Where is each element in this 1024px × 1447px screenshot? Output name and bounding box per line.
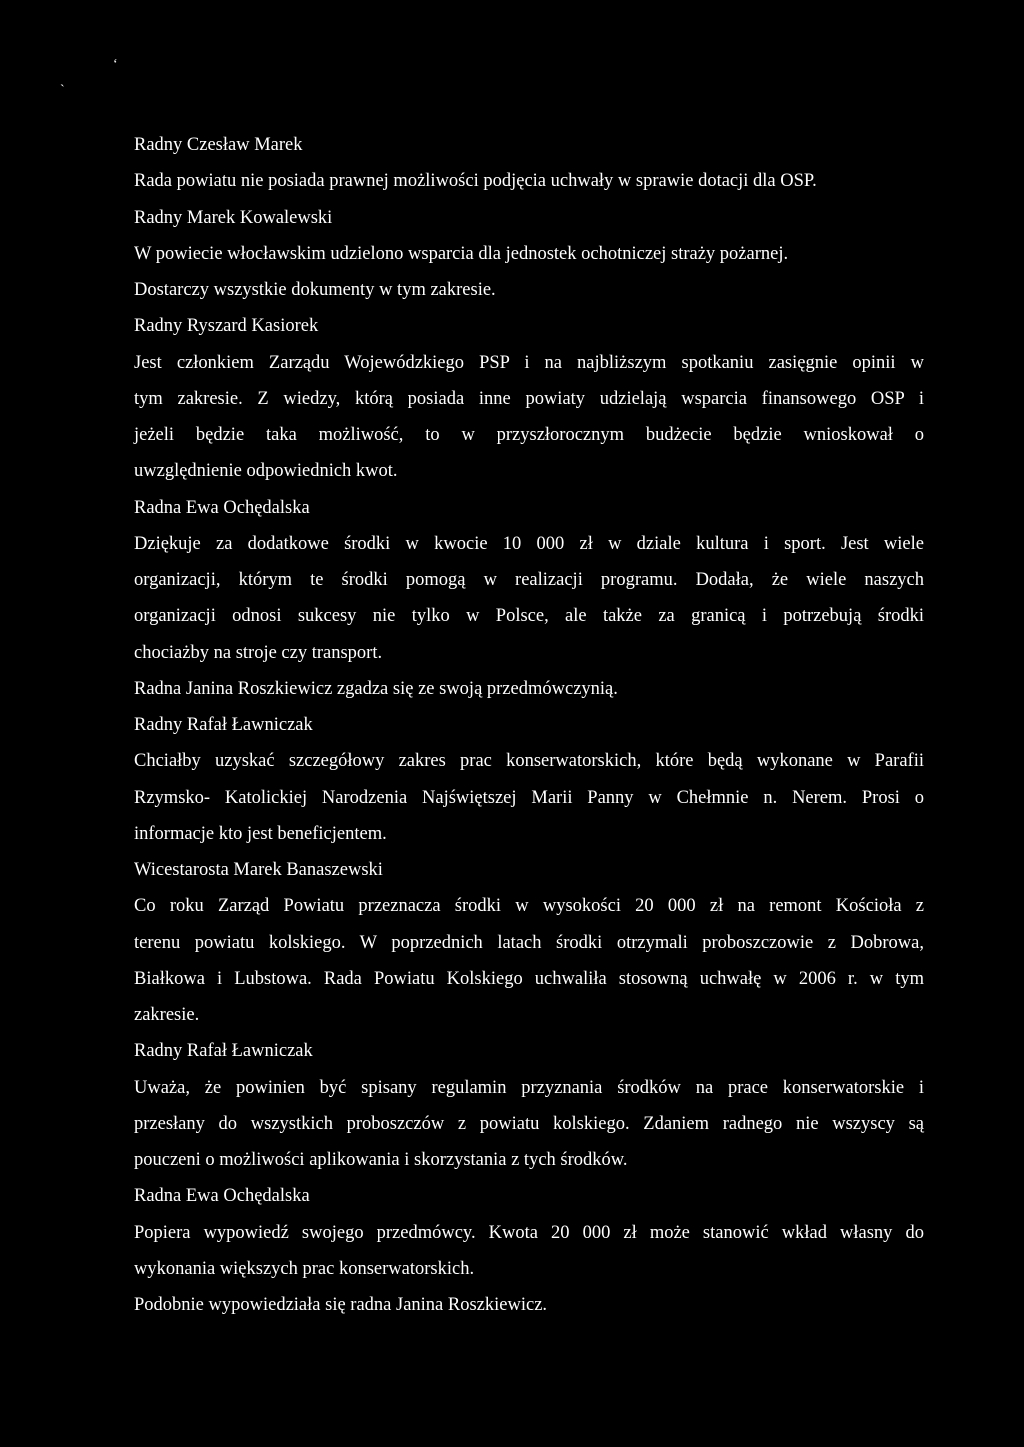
text-line: Rada powiatu nie posiada prawnej możliwości podjęcia uchwały w sprawie dotacji dla OSP. <box>134 171 817 192</box>
text-line: Co roku Zarząd Powiatu przeznacza środki w wysokości 20 000 zł na remont Kościoła z <box>134 896 924 917</box>
text-line: jeżeli będzie taka możliwość, to w przyszłorocznym budżecie będzie wnioskował o <box>134 425 924 445</box>
document-body <box>134 127 924 1323</box>
text-line: Wicestarosta Marek Banaszewski <box>134 860 383 880</box>
scan-mark-left: ` <box>60 83 65 98</box>
text-line: Radny Rafał Ławniczak <box>134 1041 313 1062</box>
text-line: terenu powiatu kolskiego. W poprzednich latach środki otrzymali proboszczowie z Dobrowa, <box>134 932 924 953</box>
text-line: wykonania większych prac konserwatorskich. <box>134 1258 475 1279</box>
text-line: W powiecie włocławskim udzielono wsparcia dla jednostek ochotniczej straży pożarnej. <box>134 243 789 264</box>
text-line: Białkowa i Lubstowa. Rada Powiatu Kolskiego uchwaliła stosowną uchwałę w 2006 r. w tym <box>134 968 924 989</box>
text-line: Radna Ewa Ochędalska <box>134 1186 310 1207</box>
scan-mark-top: ‘ <box>113 57 118 72</box>
text-line: Rzymsko- Katolickiej Narodzenia Najświętszej Marii Panny w Chełmnie n. Nerem. Prosi o <box>134 787 924 808</box>
text-line: uwzględnienie odpowiednich kwot. <box>134 461 398 482</box>
text-line: Jest członkiem Zarządu Wojewódzkiego PSP i na najbliższym spotkaniu zasięgnie opinii w <box>134 352 924 373</box>
text-line: Radny Czesław Marek <box>134 135 303 155</box>
text-line: Dostarczy wszystkie dokumenty w tym zakresie. <box>134 280 496 300</box>
text-line: Radna Janina Roszkiewicz zgadza się ze swoją przedmówczynią. <box>134 678 618 699</box>
text-line: Chciałby uzyskać szczegółowy zakres prac konserwatorskich, które będą wykonane w Parafii <box>134 751 924 772</box>
text-line: Radna Ewa Ochędalska <box>134 497 310 518</box>
text-line: Uważa, że powinien być spisany regulamin przyznania środków na prace konserwatorskie i <box>134 1077 924 1098</box>
text-line: zakresie. <box>134 1005 200 1025</box>
text-line: tym zakresie. Z wiedzy, którą posiada inne powiaty udzielają wsparcia finansowego OSP i <box>134 388 924 409</box>
text-line: Dziękuje za dodatkowe środki w kwocie 10 000 zł w dziale kultura i sport. Jest wiele <box>134 533 924 554</box>
text-line: organizacji, którym te środki pomogą w realizacji programu. Dodała, że wiele naszych <box>134 570 924 590</box>
text-line: przesłany do wszystkich proboszczów z powiatu kolskiego. Zdaniem radnego nie wszyscy są <box>134 1113 924 1134</box>
text-line: Radny Rafał Ławniczak <box>134 715 313 735</box>
text-line: chociażby na stroje czy transport. <box>134 642 383 663</box>
text-line: Radny Ryszard Kasiorek <box>134 316 319 337</box>
text-line: Podobnie wypowiedziała się radna Janina Roszkiewicz. <box>134 1295 548 1315</box>
text-line: Popiera wypowiedź swojego przedmówcy. Kwota 20 000 zł może stanowić wkład własny do <box>134 1222 924 1243</box>
text-line: informacje kto jest beneficjentem. <box>134 823 387 844</box>
text-line: Radny Marek Kowalewski <box>134 207 333 228</box>
text-line: organizacji odnosi sukcesy nie tylko w Polsce, ale także za granicą i potrzebują środki <box>134 606 924 627</box>
text-line: pouczeni o możliwości aplikowania i skorzystania z tych środków. <box>134 1150 628 1170</box>
